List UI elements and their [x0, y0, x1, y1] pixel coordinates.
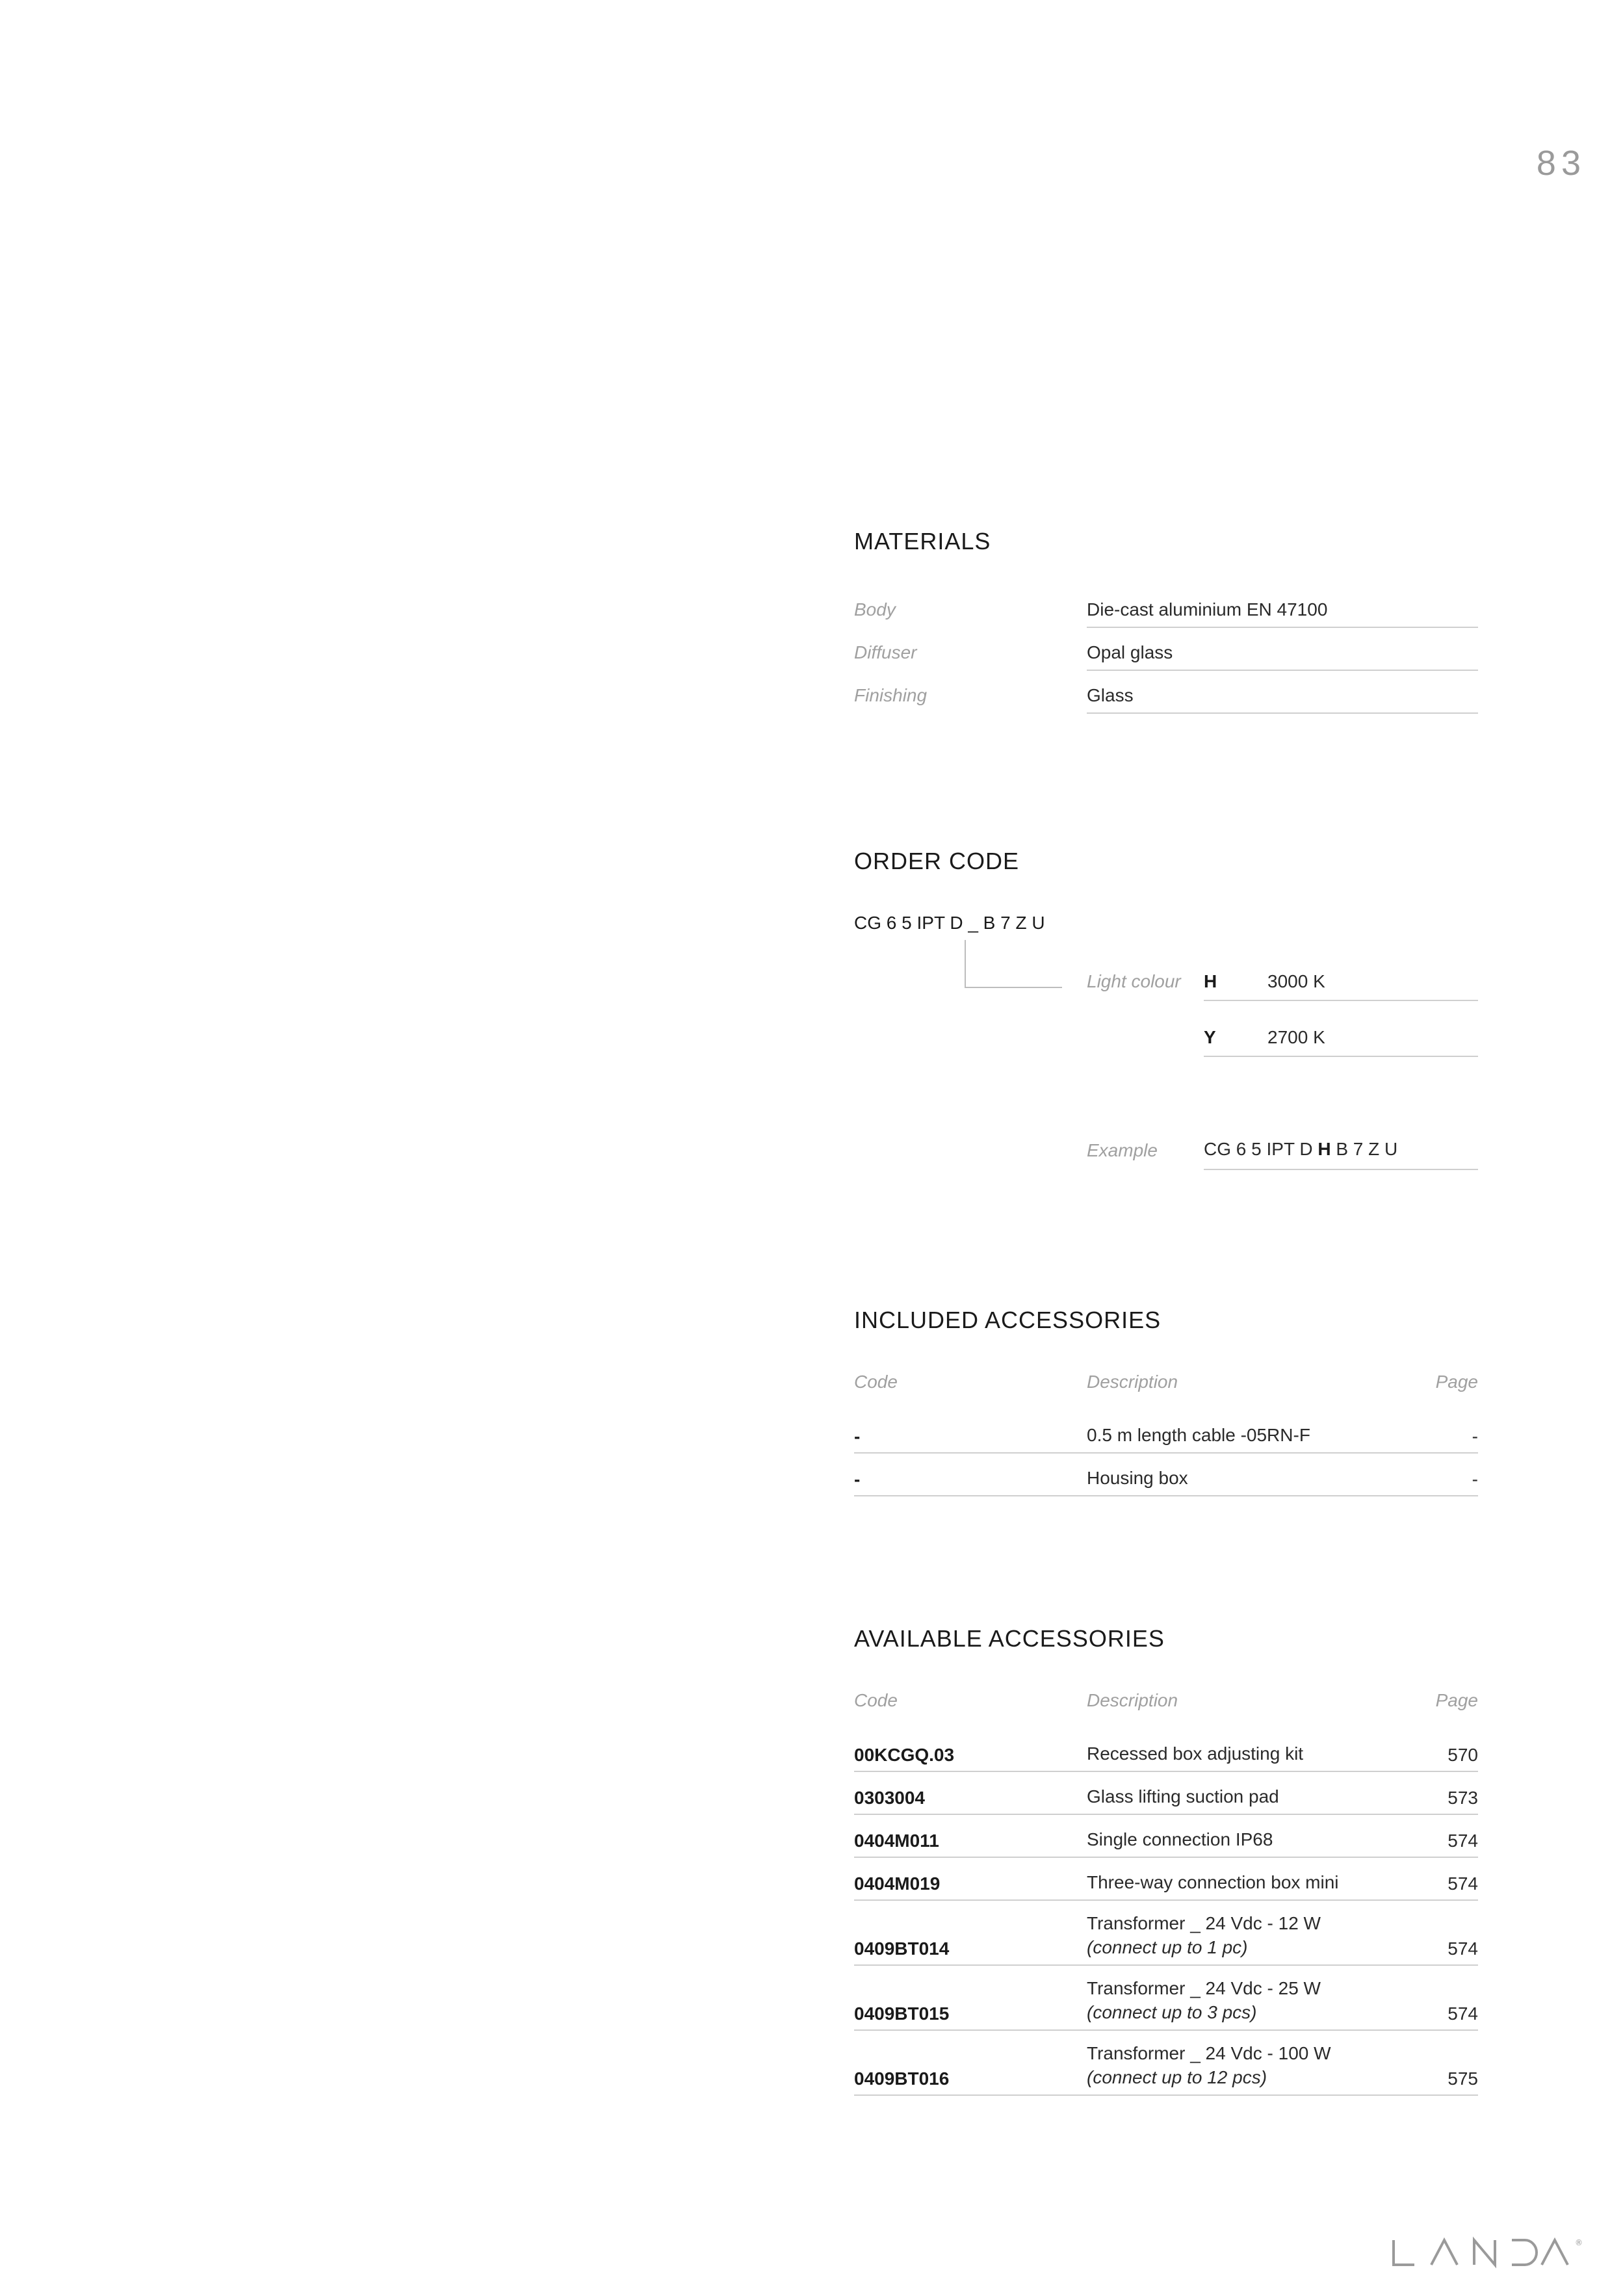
accessory-description [1087, 1911, 1321, 1959]
order-code-section [854, 848, 1478, 1186]
column-header-page: Page [1435, 1372, 1478, 1392]
column-header-description: Description [1087, 1372, 1178, 1392]
light-colour-option [1204, 970, 1478, 1001]
accessory-page: 574 [1448, 2003, 1478, 2024]
example-highlight: H [1318, 1139, 1331, 1159]
accessory-description [1087, 1870, 1339, 1894]
logo-letter-d [1512, 2240, 1537, 2265]
accessory-code: 0404M011 [854, 1831, 939, 1851]
materials-value: Die-cast aluminium EN 47100 [1087, 599, 1478, 628]
accessory-description [1087, 1827, 1273, 1851]
page-number: 83 [1536, 144, 1586, 183]
materials-section [854, 528, 1478, 723]
example-suffix: B 7 Z U [1331, 1139, 1398, 1159]
accessory-page: - [1472, 1426, 1478, 1446]
logo-letter-n [1474, 2240, 1495, 2265]
included-accessories-title: INCLUDED ACCESSORIES [854, 1307, 1162, 1333]
option-code: Y [1204, 1027, 1216, 1047]
accessory-code: - [854, 1469, 861, 1489]
accessory-note: (connect up to 1 pc) [1087, 1937, 1248, 1957]
accessory-page: 574 [1448, 1938, 1478, 1959]
accessory-description-text: Recessed box adjusting kit [1087, 1743, 1304, 1764]
accessory-page: - [1472, 1469, 1478, 1489]
table-row [854, 2031, 1478, 2096]
option-value: 3000 K [1267, 971, 1325, 991]
accessory-code: 00KCGQ.03 [854, 1745, 955, 1765]
accessory-code: - [854, 1426, 861, 1446]
light-colour-option [1204, 1026, 1478, 1057]
accessory-description-text: Glass lifting suction pad [1087, 1786, 1279, 1807]
materials-label: Finishing [854, 685, 928, 705]
table-row [854, 1772, 1478, 1815]
accessory-description-text: Transformer _ 24 Vdc - 12 W [1087, 1913, 1321, 1933]
materials-row [854, 680, 1478, 723]
accessory-page: 573 [1448, 1788, 1478, 1808]
example-label: Example [1087, 1140, 1158, 1160]
accessory-description [1087, 1976, 1321, 2024]
option-code: H [1204, 971, 1217, 991]
code-connector-line [965, 987, 1062, 988]
option-value: 2700 K [1267, 1027, 1325, 1047]
order-code-title: ORDER CODE [854, 848, 1020, 874]
column-header-code: Code [854, 1690, 898, 1710]
accessory-page: 570 [1448, 1745, 1478, 1765]
available-accessories-title: AVAILABLE ACCESSORIES [854, 1625, 1165, 1652]
accessory-description-text: Transformer _ 24 Vdc - 25 W [1087, 1978, 1321, 1998]
order-code-string: CG 6 5 IPT D _ B 7 Z U [854, 913, 1045, 933]
accessory-code: 0409BT014 [854, 1938, 950, 1959]
materials-row [854, 637, 1478, 680]
landa-logo [1391, 2236, 1586, 2269]
code-connector-line [965, 940, 966, 987]
table-row [854, 1966, 1478, 2031]
table-row [854, 1815, 1478, 1858]
materials-title: MATERIALS [854, 528, 991, 554]
table-row [854, 1411, 1478, 1454]
logo-letter-l [1394, 2240, 1414, 2265]
materials-label: Diffuser [854, 642, 917, 662]
accessory-page: 574 [1448, 1873, 1478, 1894]
registered-mark: ® [1575, 2238, 1583, 2247]
accessory-description [1087, 2041, 1331, 2089]
included-accessories-section [854, 1307, 1478, 1502]
materials-label: Body [854, 599, 896, 620]
accessory-note: (connect up to 3 pcs) [1087, 2002, 1257, 2022]
accessory-description: 0.5 m length cable -05RN-F [1087, 1425, 1310, 1445]
available-accessories-section [854, 1625, 1478, 2093]
materials-value: Glass [1087, 685, 1478, 714]
accessory-page: 575 [1448, 2068, 1478, 2089]
accessory-description [1087, 1784, 1279, 1808]
table-row [854, 1858, 1478, 1901]
accessory-description: Housing box [1087, 1468, 1188, 1488]
accessory-code: 0409BT016 [854, 2068, 950, 2089]
accessory-description-text: Single connection IP68 [1087, 1829, 1273, 1849]
table-row [854, 1729, 1478, 1772]
table-row [854, 1901, 1478, 1966]
accessory-page: 574 [1448, 1831, 1478, 1851]
accessory-description-text: Transformer _ 24 Vdc - 100 W [1087, 2043, 1331, 2063]
accessory-code: 0409BT015 [854, 2003, 950, 2024]
logo-letter-a [1431, 2240, 1457, 2265]
example-prefix: CG 6 5 IPT D [1204, 1139, 1318, 1159]
accessory-code: 0303004 [854, 1788, 926, 1808]
accessory-description-text: Three-way connection box mini [1087, 1872, 1339, 1892]
accessory-description [1087, 1742, 1303, 1766]
accessory-note: (connect up to 12 pcs) [1087, 2067, 1267, 2087]
light-colour-label: Light colour [1087, 971, 1181, 991]
materials-row [854, 594, 1478, 637]
column-header-description: Description [1087, 1690, 1178, 1710]
logo-letter-a [1542, 2240, 1568, 2265]
example-code [1204, 1139, 1478, 1170]
materials-value: Opal glass [1087, 642, 1478, 671]
column-header-page: Page [1435, 1690, 1478, 1710]
table-row [854, 1454, 1478, 1496]
column-header-code: Code [854, 1372, 898, 1392]
accessory-code: 0404M019 [854, 1873, 941, 1894]
